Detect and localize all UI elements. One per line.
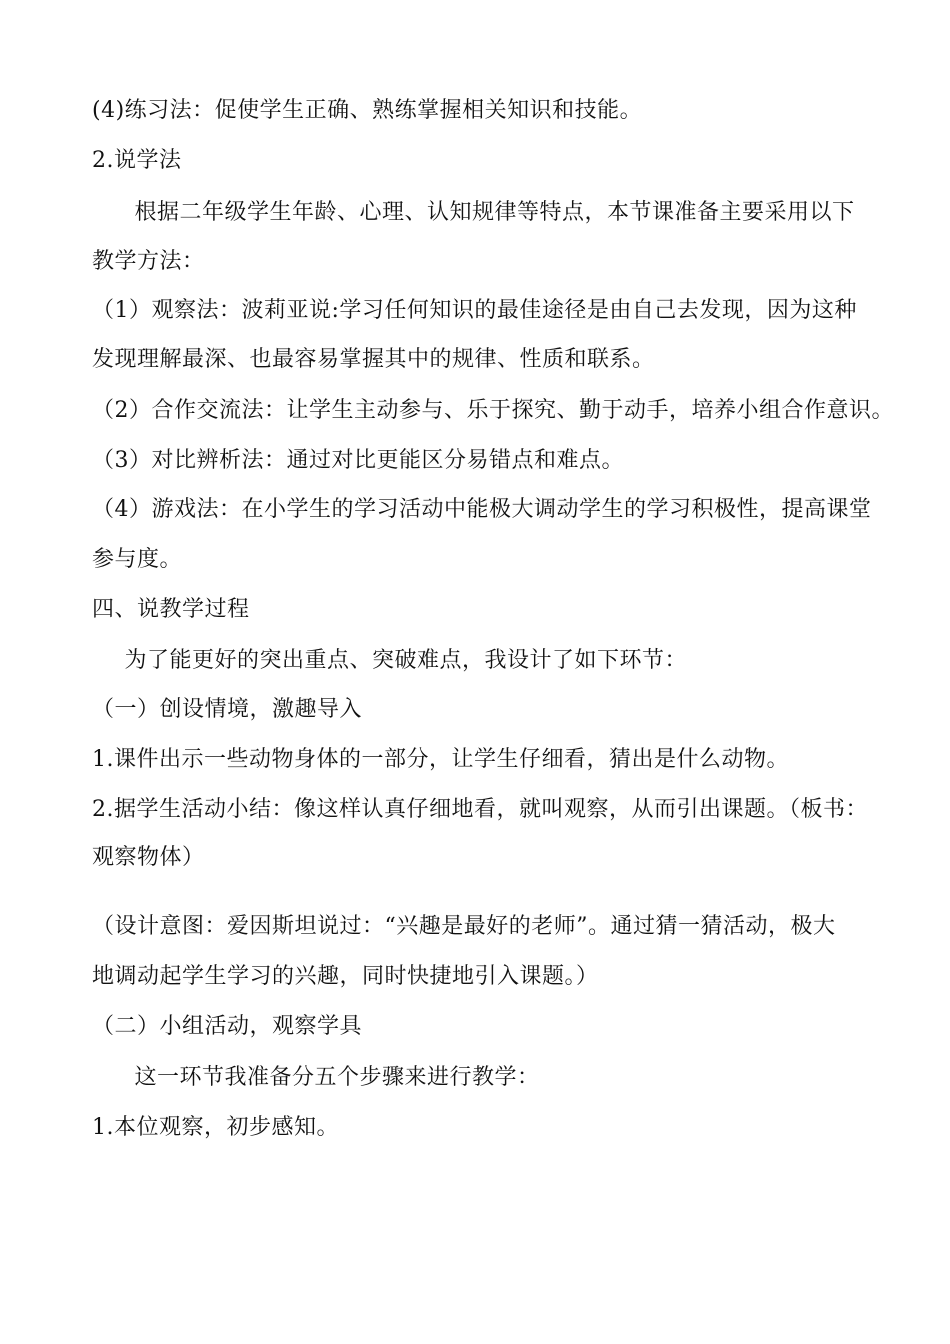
text-line-step-2a: 2.据学生活动小结：像这样认真仔细地看，就叫观察，从而引出课题。（板书： [92,797,868,822]
subheading-group-activity: （二）小组活动，观察学具 [92,1014,363,1039]
text-line-observation-1: （1）观察法：波莉亚说:学习任何知识的最佳途径是由自己去发现，因为这种 [92,298,857,323]
subheading-situation: （一）创设情境，激趣导入 [92,697,363,722]
text-line-game-1: （4）游戏法：在小学生的学习活动中能极大调动学生的学习积极性，提高课堂 [92,497,872,522]
paragraph-five-steps: 这一环节我准备分五个步骤来进行教学： [112,1065,540,1090]
paragraph-intro-line-1: 根据二年级学生年龄、心理、认知规律等特点，本节课准备主要采用以下 [112,200,855,225]
text-line-comparison: （3）对比辨析法：通过对比更能区分易错点和难点。 [92,448,624,473]
paragraph-process-intro: 为了能更好的突出重点、突破难点，我设计了如下环节： [102,648,688,673]
text-line-observation-2: 发现理解最深、也最容易掌握其中的规律、性质和联系。 [92,347,655,372]
text-line-game-2: 参与度。 [92,547,183,572]
text-line-step-1: 1.课件出示一些动物身体的一部分，让学生仔细看，猜出是什么动物。 [92,747,789,772]
text-line-cooperation: （2）合作交流法：让学生主动参与、乐于探究、勤于动手，培养小组合作意识。 [92,398,894,423]
paragraph-intro-line-2: 教学方法： [92,249,205,274]
heading-teaching-process: 四、说教学过程 [92,597,250,622]
heading-learning-method: 2.说学法 [92,148,182,173]
text-line-design-intent-2: 地调动起学生学习的兴趣，同时快捷地引入课题。） [92,964,599,989]
text-line-design-intent-1: （设计意图：爱因斯坦说过：“兴趣是最好的老师”。通过猜一猜活动，极大 [92,914,836,939]
text-line-first-step: 1.本位观察，初步感知。 [92,1115,339,1140]
text-line-practice-method: (4)练习法：促使学生正确、熟练掌握相关知识和技能。 [92,98,643,123]
text-line-step-2b: 观察物体） [92,845,205,870]
